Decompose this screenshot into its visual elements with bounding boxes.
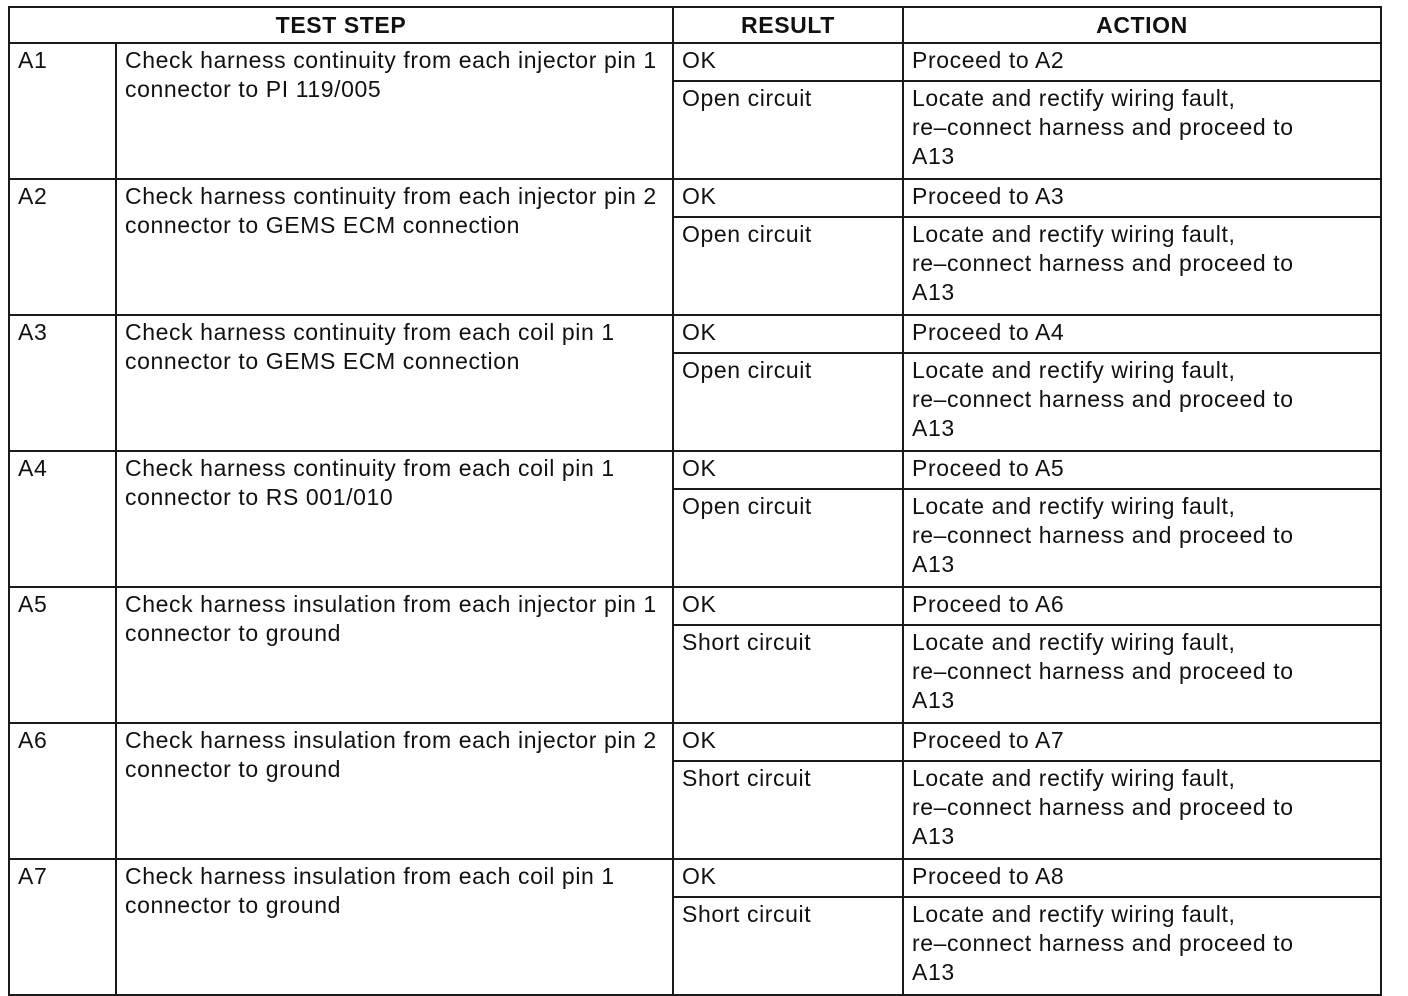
step-description-cell: Check harness continuity from each injector pin 2 connector to GEMS ECM connection <box>116 179 673 315</box>
table-row <box>9 43 1381 81</box>
step-description-cell: Check harness insulation from each injector pin 1 connector to ground <box>116 587 673 723</box>
action-fault-cell: Locate and rectify wiring fault, re–connect harness and proceed to A13 <box>903 897 1381 995</box>
action-ok-cell: Proceed to A4 <box>903 315 1381 353</box>
action-ok-cell: Proceed to A7 <box>903 723 1381 761</box>
action-fault-cell: Locate and rectify wiring fault, re–connect harness and proceed to A13 <box>903 81 1381 179</box>
step-description-cell: Check harness continuity from each coil pin 1 connector to RS 001/010 <box>116 451 673 587</box>
test-procedure-table <box>8 6 1382 996</box>
table-row <box>9 723 1381 761</box>
result-ok-cell: OK <box>673 315 903 353</box>
action-fault-cell: Locate and rectify wiring fault, re–connect harness and proceed to A13 <box>903 489 1381 587</box>
step-description-cell: Check harness insulation from each coil pin 1 connector to ground <box>116 859 673 995</box>
action-ok-cell: Proceed to A5 <box>903 451 1381 489</box>
result-ok-cell: OK <box>673 587 903 625</box>
action-ok-cell: Proceed to A3 <box>903 179 1381 217</box>
step-id-cell: A7 <box>9 859 116 995</box>
table-row <box>9 315 1381 353</box>
result-ok-cell: OK <box>673 723 903 761</box>
step-id-cell: A6 <box>9 723 116 859</box>
result-fault-cell: Open circuit <box>673 489 903 587</box>
header-action: ACTION <box>903 7 1381 43</box>
action-fault-cell: Locate and rectify wiring fault, re–connect harness and proceed to A13 <box>903 625 1381 723</box>
result-ok-cell: OK <box>673 859 903 897</box>
step-id-cell: A2 <box>9 179 116 315</box>
table-row <box>9 451 1381 489</box>
step-id-cell: A1 <box>9 43 116 179</box>
action-fault-cell: Locate and rectify wiring fault, re–connect harness and proceed to A13 <box>903 353 1381 451</box>
header-result: RESULT <box>673 7 903 43</box>
result-fault-cell: Open circuit <box>673 81 903 179</box>
result-fault-cell: Short circuit <box>673 897 903 995</box>
action-fault-cell: Locate and rectify wiring fault, re–connect harness and proceed to A13 <box>903 761 1381 859</box>
action-fault-cell: Locate and rectify wiring fault, re–connect harness and proceed to A13 <box>903 217 1381 315</box>
step-id-cell: A4 <box>9 451 116 587</box>
result-fault-cell: Open circuit <box>673 217 903 315</box>
action-ok-cell: Proceed to A8 <box>903 859 1381 897</box>
table-row <box>9 859 1381 897</box>
step-id-cell: A5 <box>9 587 116 723</box>
table-header-row <box>9 7 1381 43</box>
result-fault-cell: Open circuit <box>673 353 903 451</box>
step-id-cell: A3 <box>9 315 116 451</box>
result-ok-cell: OK <box>673 451 903 489</box>
result-ok-cell: OK <box>673 43 903 81</box>
result-fault-cell: Short circuit <box>673 761 903 859</box>
result-fault-cell: Short circuit <box>673 625 903 723</box>
table-row <box>9 179 1381 217</box>
step-description-cell: Check harness continuity from each injector pin 1 connector to PI 119/005 <box>116 43 673 179</box>
table-row <box>9 587 1381 625</box>
action-ok-cell: Proceed to A2 <box>903 43 1381 81</box>
table-body <box>9 43 1381 995</box>
step-description-cell: Check harness continuity from each coil pin 1 connector to GEMS ECM connection <box>116 315 673 451</box>
step-description-cell: Check harness insulation from each injector pin 2 connector to ground <box>116 723 673 859</box>
header-test-step: TEST STEP <box>9 7 673 43</box>
action-ok-cell: Proceed to A6 <box>903 587 1381 625</box>
result-ok-cell: OK <box>673 179 903 217</box>
test-procedure-table-container <box>8 6 1380 996</box>
